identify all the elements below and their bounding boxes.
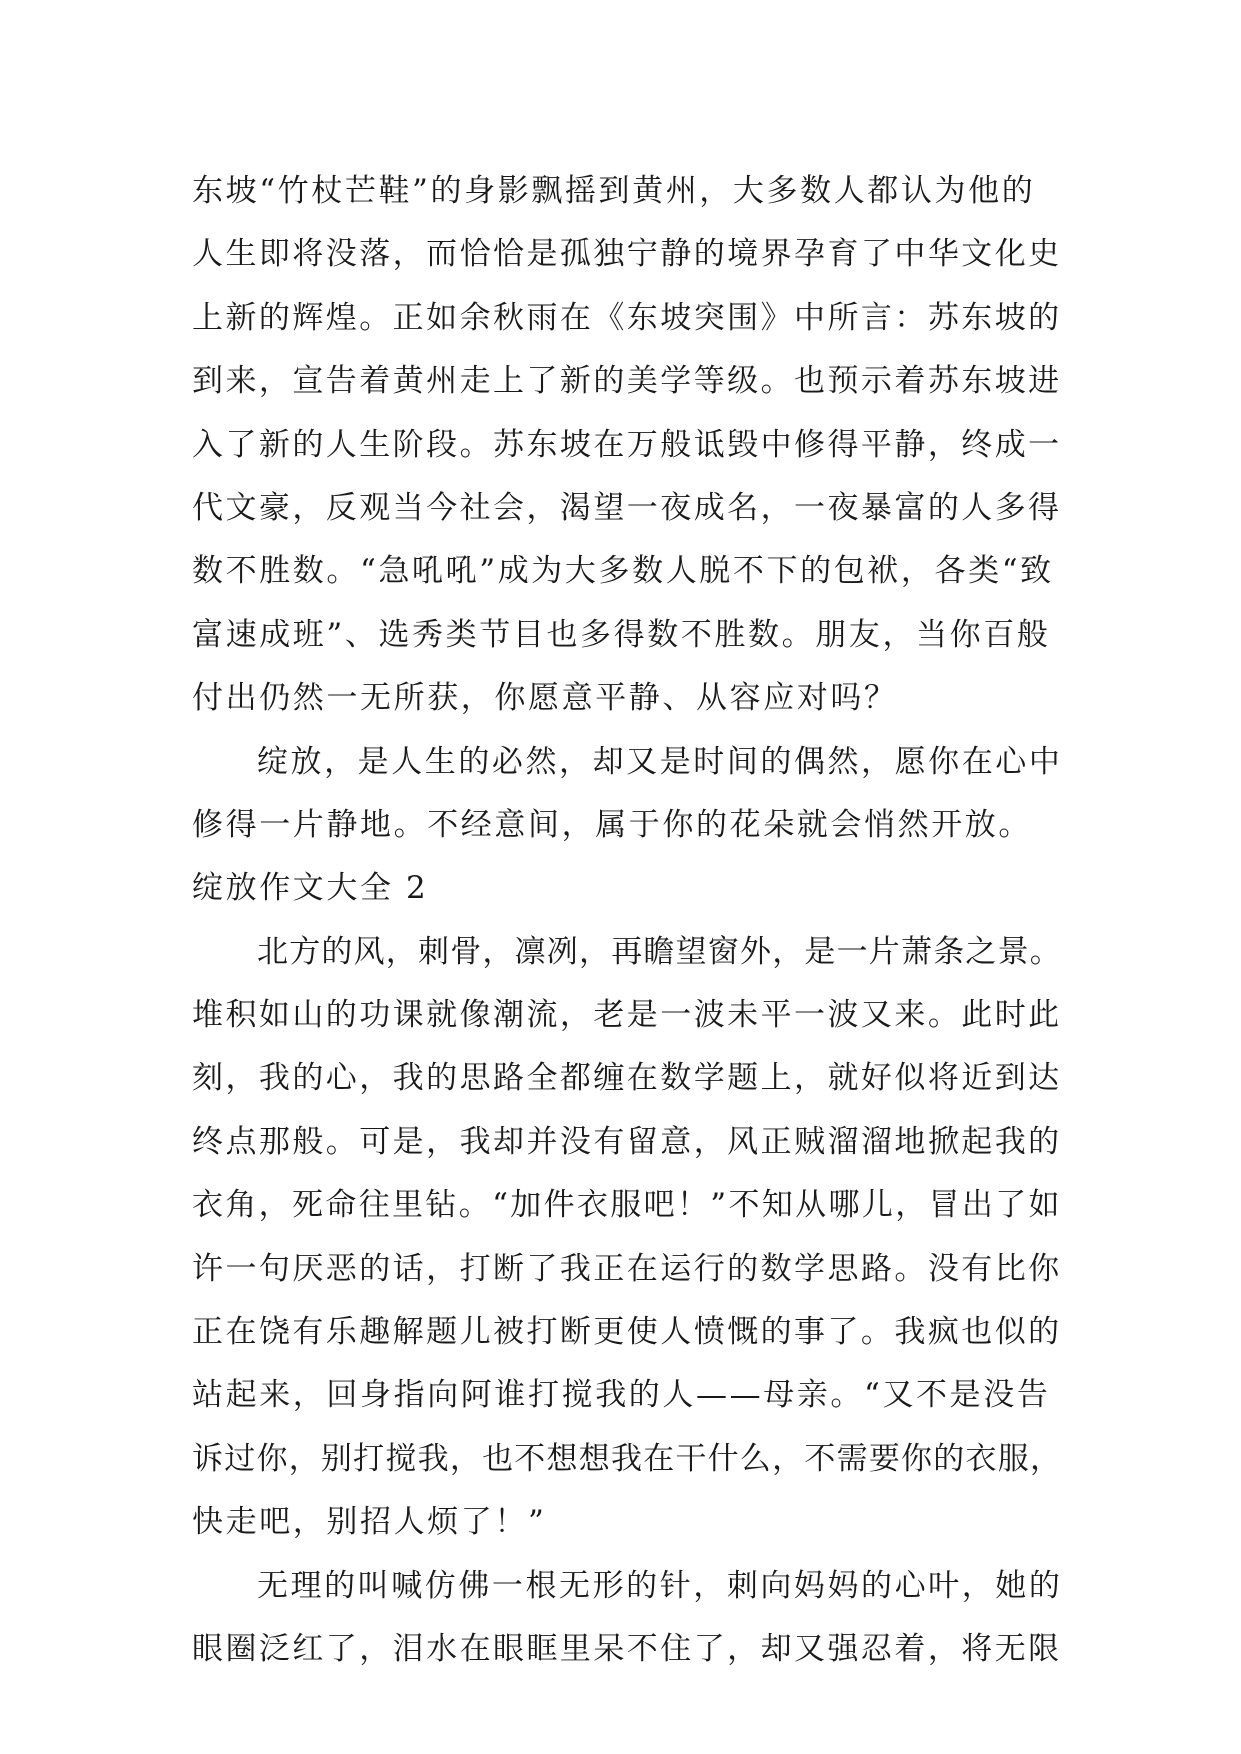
- text-line: 绽放作文大全 2: [192, 870, 429, 907]
- text-line: 站起来，回身指向阿谁打搅我的人——母亲。“又不是没告: [192, 1377, 1051, 1414]
- text-line: 人生即将没落，而恰恰是孤独宁静的境界孕育了中华文化史: [192, 236, 1062, 273]
- text-line: 入了新的人生阶段。苏东坡在万般诋毁中修得平静，终成一: [192, 426, 1062, 463]
- text-line: 绽放，是人生的必然，却又是时间的偶然，愿你在心中: [257, 743, 1063, 780]
- text-line: 终点那般。可是，我却并没有留意，风正贼溜溜地掀起我的: [192, 1123, 1062, 1160]
- text-line: 快走吧，别招人烦了！”: [192, 1504, 547, 1541]
- text-line: 眼圈泛红了，泪水在眼眶里呆不住了，却又强忍着，将无限: [192, 1630, 1062, 1667]
- text-line: 修得一片静地。不经意间，属于你的花朵就会悄然开放。: [192, 806, 1032, 843]
- text-line: 无理的叫喊仿佛一根无形的针，刺向妈妈的心叶，她的: [257, 1567, 1063, 1604]
- text-line: 诉过你，别打搅我，也不想想我在干什么，不需要你的衣服，: [192, 1440, 1063, 1477]
- text-line: 许一句厌恶的话，打断了我正在运行的数学思路。没有比你: [192, 1250, 1062, 1287]
- text-line: 代文豪，反观当今社会，渴望一夜成名，一夜暴富的人多得: [192, 489, 1062, 526]
- text-line: 到来，宣告着黄州走上了新的美学等级。也预示着苏东坡进: [192, 363, 1062, 400]
- text-line: 刻，我的心，我的思路全都缠在数学题上，就好似将近到达: [192, 1060, 1062, 1097]
- text-line: 北方的风，刺骨，凛冽，再瞻望窗外，是一片萧条之景。: [257, 933, 1062, 970]
- text-line: 东坡“竹杖芒鞋”的身影飘摇到黄州，大多数人都认为他的: [192, 173, 1036, 209]
- text-line: 衣角，死命往里钻。“加件衣服吧！”不知从哪儿，冒出了如: [192, 1187, 1062, 1224]
- text-line: 数不胜数。“急吼吼”成为大多数人脱不下的包袱，各类“致: [192, 553, 1054, 590]
- document-body: [192, 160, 1062, 1681]
- text-line: 正在饶有乐趣解题儿被打断更使人愤慨的事了。我疯也似的: [192, 1314, 1062, 1351]
- text-line: 上新的辉煌。正如余秋雨在《东坡突围》中所言：苏东坡的: [192, 299, 1062, 336]
- text-line: 付出仍然一无所获，你愿意平静、从容应对吗？: [192, 680, 898, 717]
- text-line: 堆积如山的功课就像潮流，老是一波未平一波又来。此时此: [192, 997, 1062, 1034]
- text-line: 富速成班”、选秀类节目也多得数不胜数。朋友，当你百般: [192, 616, 1051, 653]
